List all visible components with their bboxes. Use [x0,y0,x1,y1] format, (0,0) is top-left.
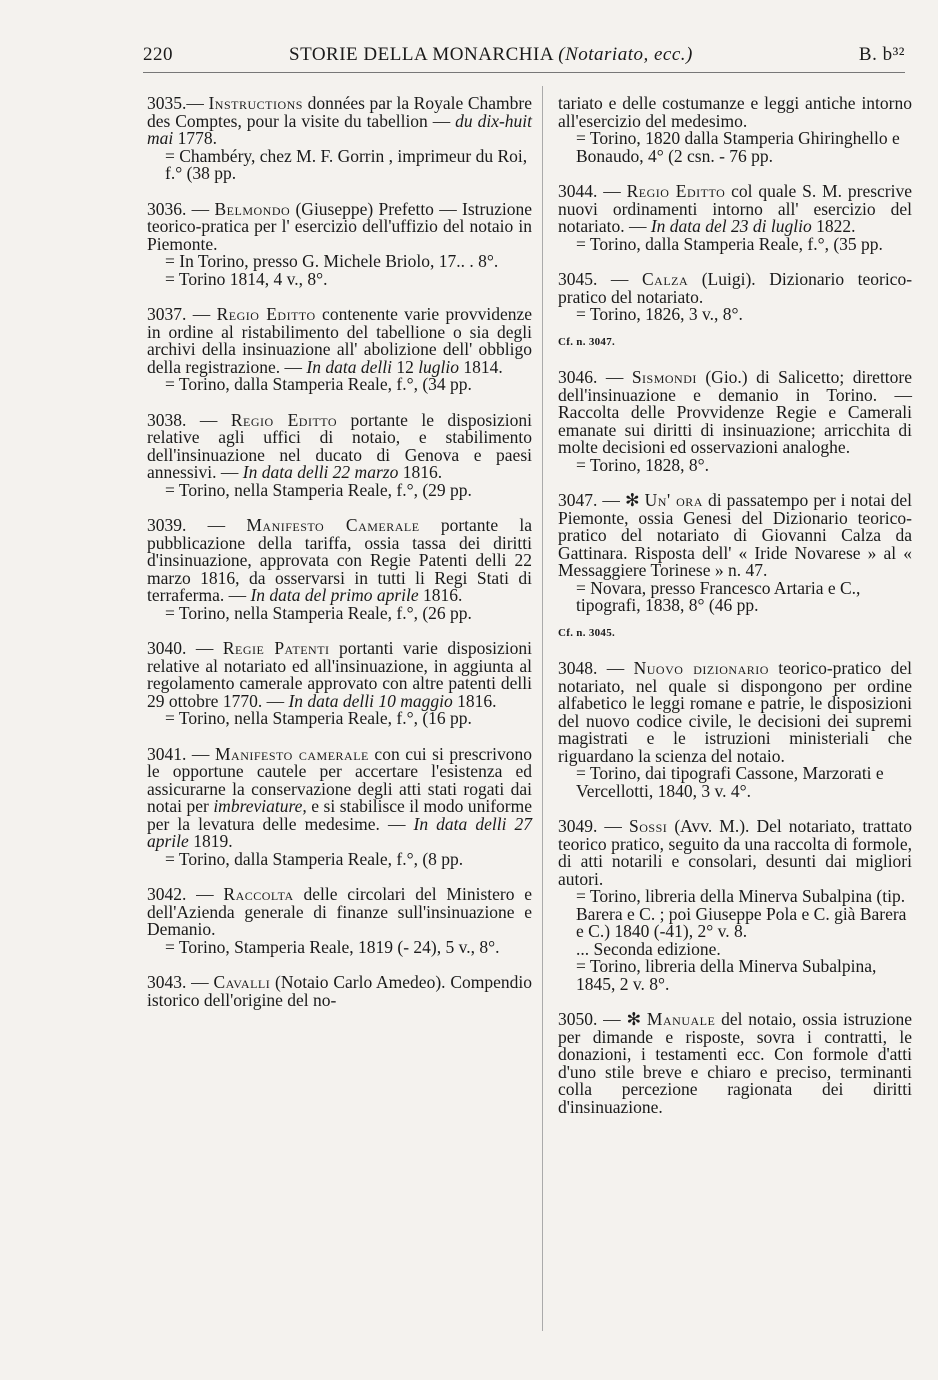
catalog-entry [147,198,533,289]
entry-body [147,974,532,1009]
entry-date-tail: 1778. [177,128,217,148]
entry-number: 3042. — [147,884,214,904]
entry-name: Manifesto Camerale [246,515,420,535]
entry-date: In data delli 22 marzo [242,462,399,482]
entry-text: con cui si prescrivono le opportune cautele per accertare l'esistenza ed assicurarne la conservazione degli atti stati rogati dai notai per [147,743,532,816]
header-title [289,44,693,66]
imprint-line: = Torino, 1826, 3 v., 8°. [576,304,743,324]
entry-number: 3036. — [147,198,210,219]
entry-number: 3037. — [147,304,211,324]
entry-number: 3044. — [558,181,621,201]
imprint-line: = In Torino, presso G. Michele Briolo, 17.. . 8°. [165,251,499,271]
entry-body [147,517,532,605]
imprint-line: = Torino, dalla Stamperia Reale, f.°, (34 pp. [165,374,472,394]
entry-body [147,306,532,376]
catalog-entry [558,818,912,993]
entry-date: imbreviature, [213,796,307,816]
entry-text: (Giuseppe) Prefetto — Istruzione teorico-pratica per l' esercizio dell'uffizio del notaio in Piemonte. [147,198,533,254]
entry-number: 3041. — [147,743,210,764]
entry-number: 3038. — [147,409,218,430]
imprint-line: = Torino, dalla Stamperia Reale, f.°, (35 pp. [576,233,883,254]
header-rule [143,72,905,73]
entry-date-tail: 1816. [402,462,443,482]
entry-body [558,818,912,888]
entry-body [147,95,532,148]
catalog-entry [147,95,532,183]
entry-body [558,492,912,580]
entry-body [558,183,912,236]
catalog-entry [558,95,912,165]
entry-body [147,409,533,482]
entry-number: 3039. — [147,515,226,535]
entry-number: 3049. — [558,816,622,836]
entry-date: In data delli 27 aprile [147,813,533,851]
catalog-entry [558,271,912,351]
page-number: 220 [143,44,173,65]
entry-date-tail: e si stabilisce il modo uniforme per la levatura delle medesime. — [147,796,532,834]
catalog-entry [558,369,912,474]
entry-text: del notaio, ossia istruzione per dimande e risposte, sovra i contratti, le donazioni, i testamenti ecc. Con formole d'atti d'uno stile breve e chiaro e preciso, terminanti colla percezione ragionata dei diritti d'insinuazione. [558,1009,912,1117]
entry-name: Nuovo dizionario [633,658,769,678]
entry-body [558,660,912,765]
header-title-text: STORIE DELLA MONARCHIA [289,44,553,65]
catalog-entry [558,492,912,642]
entry-number: 3047. — ✻ [558,490,640,510]
entry-date-tail: 1816. [457,690,497,711]
imprint-line: = Torino, dai tipografi Cassone, Marzorati e Vercellotti, 1840, 3 v. 4°. [576,763,884,801]
entry-name: Regio Editto [230,409,338,430]
entry-name: Regie Patenti [222,638,330,658]
cross-reference: Cf. n. 3045. [558,626,616,639]
entry-name: Raccolta [223,884,294,904]
entry-body [558,95,912,130]
imprint-line: = Torino, 1828, 8°. [576,454,709,475]
right-column [558,95,912,1134]
left-column [147,95,532,1027]
entry-body [558,271,912,306]
imprint-line: = Torino, nella Stamperia Reale, f.°, (26 pp. [165,602,472,623]
imprint-line: = Torino, 1820 dalla Stamperia Ghiringhello e Bonaudo, 4° (2 csn. - 76 pp. [576,128,900,166]
entry-name: Sossi [629,816,668,836]
catalog-entry [147,743,533,869]
entry-date-tail: 1822. [816,216,856,236]
header-subtitle: (Notariato, ecc.) [558,44,693,65]
entry-body [147,886,532,939]
entry-name: Manifesto camerale [214,743,369,764]
imprint-line: = Torino 1814, 4 v., 8°. [165,268,328,289]
running-header [143,44,905,74]
cross-reference: Cf. n. 3047. [558,335,616,348]
entry-date-tail: 12 [396,356,414,377]
entry-name: Cavalli [213,972,271,992]
column-rule [542,86,543,1331]
entry-body [558,1011,912,1116]
entry-date: In data del 23 di luglio [650,216,812,236]
entry-body [147,640,532,710]
catalog-entry [147,517,532,622]
entry-text: (Notaio Carlo Amedeo). Compendio istorico dell'origine del no- [147,972,532,1010]
entry-number: 3048. — [558,658,625,678]
entry-text: di passatempo per i notai del Piemonte, ossia Genesi del Dizionario teorico-pratico del notariato di Giovanni Calza da Gattinara. Risposta dell' « Iride Novarese » al « Messaggiere Torinese » n. 47. [558,490,912,580]
entry-date: du dix-huit mai [147,110,533,148]
entry-date: In data delli [306,356,392,377]
entry-text: contenente varie provvidenze in ordine al ristabilimento del tabellione o sia degli archivi della insinuazione all' abolizione dell' obbligo della registrazione. — [147,304,532,377]
entry-name: Regio Editto [216,304,316,324]
entry-name: Un' ora [644,490,703,510]
imprint-line: = Novara, presso Francesco Artaria e C., tipografi, 1838, 8° (46 pp. [576,577,861,615]
entry-number: 3040. — [147,638,214,658]
imprint-line: = Torino, libreria della Minerva Subalpina, 1845, 2 v. 8°. [576,956,877,994]
entry-date: In data delli 10 maggio [288,690,453,711]
entry-text: données par la Royale Chambre des Comptes, pour la visite du tabellion — [147,93,532,131]
entry-number: 3046. — [558,367,624,387]
entry-number: 3045. — [558,269,629,289]
entry-date-tail: 1819. [193,831,233,851]
entry-number: 3035.— [147,93,204,113]
entry-name: Belmondo [214,198,291,219]
entry-date: luglio [418,356,460,377]
catalog-entry [147,886,532,956]
catalog-entry [147,306,532,394]
catalog-entry [147,409,533,500]
imprint-line: = Torino, Stamperia Reale, 1819 (- 24), 5 v., 8°. [165,936,500,957]
catalog-entry [558,660,912,800]
entry-text: (Avv. M.). Del notariato, trattato teorico pratico, seguito da una raccolta di formole, di atti notarili e consolari, desunti dai migliori autori. [558,816,912,889]
entry-text: col quale S. M. prescrive nuovi ordinamenti intorno all' esercizio del notariato. — [558,181,912,236]
entry-text: portante le disposizioni relative agli uffici di notaio, e stabilimento dell'insinuazione nel ducato di Genova e paesi annessivi. — [147,409,533,482]
imprint-line: = Torino, nella Stamperia Reale, f.°, (29 pp. [165,479,472,500]
entry-text: tariato e delle costumanze e leggi antiche intorno all'esercizio del medesimo. [558,93,912,131]
catalog-entry [558,1011,912,1116]
entry-name: Sismondi [631,367,697,387]
imprint-line: = Chambéry, chez M. F. Gorrin , imprimeur du Roi, f.° (38 pp. [165,145,528,183]
entry-name: Instructions [208,93,303,113]
entry-text: (Gio.) di Salicetto; direttore dell'insinuazione e demanio in Torino. — Raccolta delle Provvidenze Regie e Camerali emanate sui diritti di insinuazione; arricchita di molte decisioni ed osservazioni analoghe. [558,367,913,457]
entry-body [147,743,533,851]
entry-text: portanti varie disposizioni relative al notariato ed all'insinuazione, in aggiunta al regolamento camerale approvato con altre patenti delli 29 ottobre 1770. — [147,638,532,711]
imprint-line: = Torino, nella Stamperia Reale, f.°, (16 pp. [165,708,472,728]
entry-number: 3050. — ✻ [558,1009,642,1029]
catalog-entry [147,640,532,728]
imprint-line: = Torino, libreria della Minerva Subalpina (tip. Barera e C. ; poi Giuseppe Pola e C. già Barera e C.) 1840 (-41), 2° v. 8. [576,886,907,941]
entry-date: In data del primo aprile [250,585,419,605]
entry-name: Manuale [646,1009,716,1029]
entry-text: delle circolari del Ministero e dell'Azienda generale di finanze sull'insinuazione e Demanio. [147,884,532,939]
entry-name: Calza [642,269,689,289]
catalog-entry [147,974,532,1009]
entry-body [558,369,912,457]
entry-body [147,198,533,254]
entry-text: teorico-pratico del notariato, nel quale si dispongono per ordine alfabetico le leggi romane e patrie, le disposizioni del nuovo codice civile, le decisioni dei supremi magistrati e le istruzioni ministeriali che riguardano la scienza del notaio. [558,658,912,766]
entry-date-tail: 1814. [463,356,503,377]
entry-name: Regio Editto [626,181,726,201]
entry-number: 3043. — [147,972,209,992]
entry-date-tail: 1816. [423,585,463,605]
catalog-entry [558,183,912,253]
imprint-line: ... Seconda edizione. [576,938,721,959]
entry-text: portante la pubblicazione della tariffa, ossia tassa dei diritti d'insinuazione, approvata con Regie Patenti delli 22 marzo 1816, da osservarsi in tutti li Regi Stati di terraferma. — [147,515,533,605]
imprint-line: = Torino, dalla Stamperia Reale, f.°, (8 pp. [165,848,464,869]
section-mark: B. b³² [858,44,905,65]
entry-text: (Luigi). Dizionario teorico-pratico del notariato. [558,269,913,307]
